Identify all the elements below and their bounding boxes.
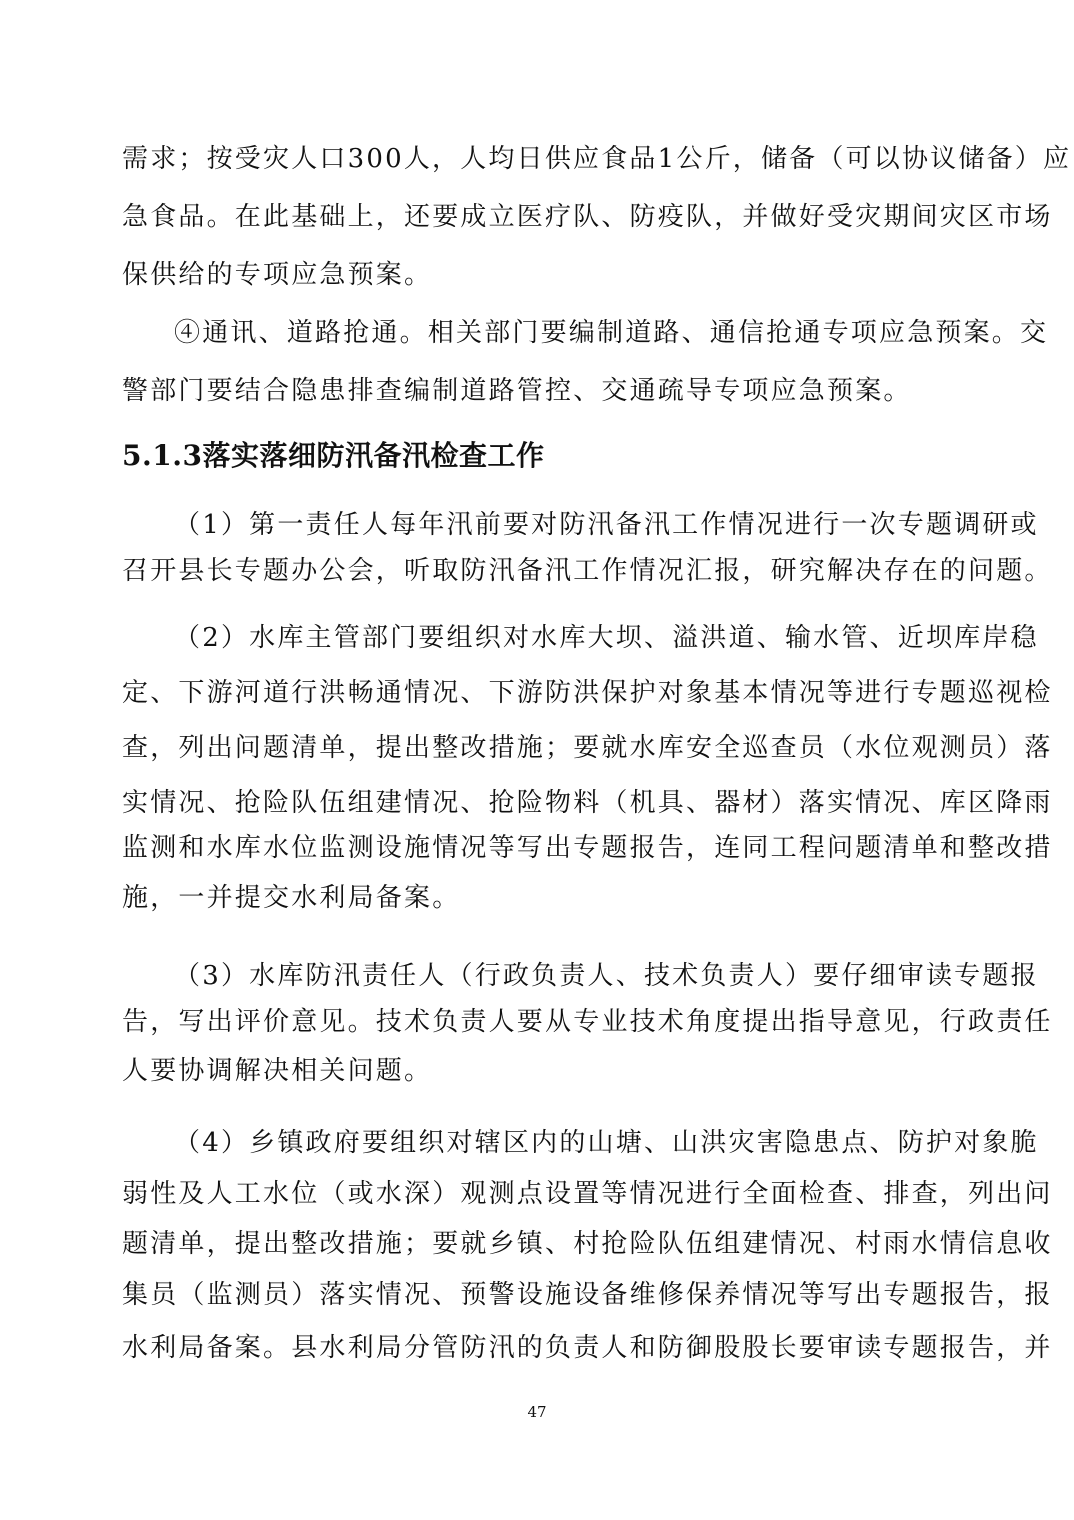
text-line: 警部门要结合隐患排查编制道路管控、交通疏导专项应急预案。 (122, 376, 912, 406)
text-line: （2）水库主管部门要组织对水库大坝、溢洪道、输水管、近坝库岸稳 (174, 623, 1039, 653)
text-line: （4）乡镇政府要组织对辖区内的山塘、山洪灾害隐患点、防护对象脆 (174, 1128, 1039, 1158)
text-line: 题清单，提出整改措施；要就乡镇、村抢险队伍组建情况、村雨水情信息收 (122, 1229, 1053, 1259)
text-line: 施，一并提交水利局备案。 (122, 883, 461, 913)
page-number: 47 (527, 1403, 547, 1421)
text-line: ④通讯、道路抢通。相关部门要编制道路、通信抢通专项应急预案。交 (174, 318, 1049, 348)
text-line: 集员（监测员）落实情况、预警设施设备维修保养情况等写出专题报告，报 (122, 1280, 1053, 1310)
text-line: 急食品。在此基础上，还要成立医疗队、防疫队，并做好受灾期间灾区市场 (122, 202, 1053, 232)
text-line: 水利局备案。县水利局分管防汛的负责人和防御股股长要审读专题报告，并 (122, 1333, 1053, 1363)
text-line: 监测和水库水位监测设施情况等写出专题报告，连同工程问题清单和整改措 (122, 833, 1053, 863)
text-line: 弱性及人工水位（或水深）观测点设置等情况进行全面检查、排查，列出问 (122, 1179, 1053, 1209)
text-line: 保供给的专项应急预案。 (122, 260, 433, 290)
text-line: 需求；按受灾人口300人，人均日供应食品1公斤，储备（可以协议储备）应 (122, 144, 1072, 174)
text-line: 告，写出评价意见。技术负责人要从专业技术角度提出指导意见，行政责任 (122, 1007, 1053, 1037)
text-line: （3）水库防汛责任人（行政负责人、技术负责人）要仔细审读专题报 (174, 961, 1039, 991)
text-line: 实情况、抢险队伍组建情况、抢险物料（机具、器材）落实情况、库区降雨 (122, 788, 1053, 818)
section-heading: 5.1.3落实落细防汛备汛检查工作 (122, 439, 545, 472)
text-line: 召开县长专题办公会，听取防汛备汛工作情况汇报，研究解决存在的问题。 (122, 556, 1053, 586)
text-line: 定、下游河道行洪畅通情况、下游防洪保护对象基本情况等进行专题巡视检 (122, 678, 1053, 708)
text-line: 查，列出问题清单，提出整改措施；要就水库安全巡查员（水位观测员）落 (122, 733, 1053, 763)
text-line: 人要协调解决相关问题。 (122, 1056, 433, 1086)
text-line: （1）第一责任人每年汛前要对防汛备汛工作情况进行一次专题调研或 (174, 510, 1039, 540)
